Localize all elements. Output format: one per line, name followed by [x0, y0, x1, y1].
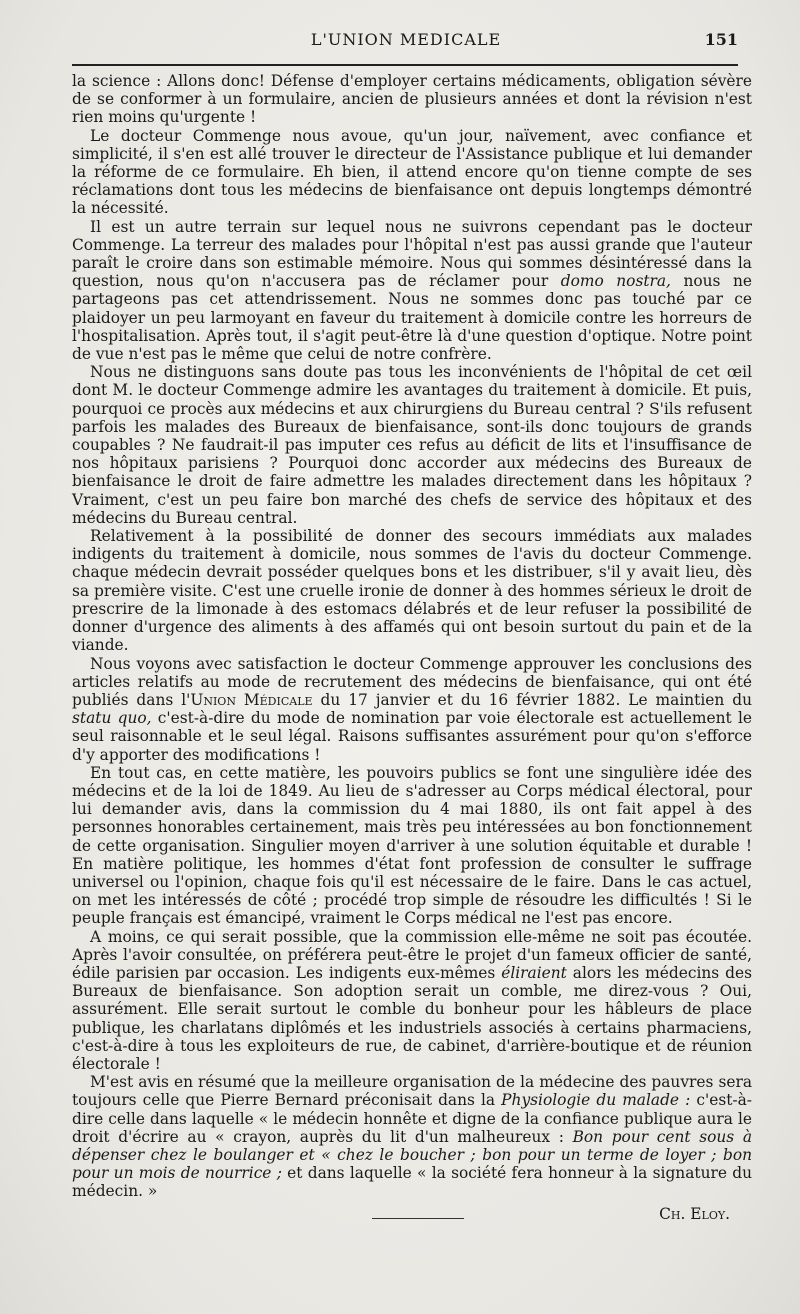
paragraph-text: Le docteur Commenge nous avoue, qu'un jour, naïvement, avec confiance et simplicité, il s'en est allé trouver le directeur de l'Assistance publique et lui demander la réforme de ce formulaire. Eh bien, il attend encore qu'on tienne compte de ses réclamations dont tous les médecins de bienfaisance ont depuis longtemps démontré la nécessité. [72, 126, 752, 218]
running-title: L'UNION MEDICALE [310, 30, 502, 49]
paragraph-text: la science : Allons donc! Défense d'employer certains médicaments, obligation sévère de se conformer à un formulaire, ancien de plusieurs années et dont la révision n'est rien moins qu'urgente ! [72, 72, 752, 127]
paragraph [72, 218, 752, 364]
paragraph-text: Nous ne distinguons sans doute pas tous les inconvénients de l'hôpital de cet œil dont M. le docteur Commenge admire les avantages du traitement à domicile. Et puis, pourquoi ce procès aux médecins et aux chirurgiens du Bureau central ? S'ils refusent parfois les malades des Bureaux de bienfaisance, sont-ils donc toujours de grands coupables ? Ne faudrait-il pas imputer ces refus au déficit de lits et l'insuffisance de nos hôpitaux parisiens ? Pourquoi donc accorder aux médecins des Bureaux de bienfaisance le droit de faire admettre les malades directement dans les hôpitaux ? Vraiment, c'est un peu faire bon marché des chefs de service des hôpitaux et des médecins du Bureau central. [72, 363, 752, 527]
paragraph [72, 527, 752, 654]
page-number: 151 [704, 30, 738, 49]
paragraph-text: A moins, ce qui serait possible, que la commission elle-même ne soit pas écoutée. Après l'avoir consultée, on préférera peut-être le projet d'un fameux officier de santé, édile parisien par occasion. Les indigents eux-mêmes [72, 927, 752, 982]
journal-name: Union Médicale [190, 690, 313, 709]
paragraph-text: M'est avis en résumé que la meilleure organisation de la médecine des pauvres sera toujours celle que Pierre Bernard préconisait dans la [72, 1073, 752, 1110]
page-header [72, 30, 740, 54]
article-body [72, 72, 752, 1223]
paragraph-text: Il est un autre terrain sur lequel nous ne suivrons cependant pas le docteur Commenge. La terreur des malades pour l'hôpital n'est pas aussi grande que l'auteur paraît le croire dans son estimable mémoire. Nous qui sommes désintéressé dans la question, nous qu'on n'accusera pas de réclamer pour [72, 217, 752, 291]
paragraph-text: alors les médecins des Bureaux de bienfaisance. Son adoption serait un comble, me direz-vous ? Oui, assurément. Elle serait surtout le comble du bonheur pour les hâbleurs de place publique, les charlatans diplômés et les industriels associés à certains pharmaciens, c'est-à-dire à tous les exploiteurs de rue, de cabinet, d'arrière-boutique et de réunion électorale ! [72, 963, 752, 1073]
italic-phrase: statu quo, [72, 709, 152, 728]
paragraph-text: c'est-à-dire du mode de nomination par voie électorale est actuellement le seul raisonnable et le seul légal. Raisons suffisantes assurément pour qu'on s'efforce d'y apporter des modifications ! [72, 709, 752, 764]
paragraph [72, 764, 752, 928]
italic-phrase: éliraient [501, 963, 567, 982]
paragraph-text: du 17 janvier et du 16 février 1882. Le maintien du [312, 690, 752, 709]
paragraph [72, 1073, 752, 1200]
paragraph-text: En tout cas, en cette matière, les pouvoirs publics se font une singulière idée des médecins et de la loi de 1849. Au lieu de s'adresser au Corps médical électoral, pour lui demander avis, dans la commission du 4 mai 1880, ils ont fait appel à des personnes honorables certainement, mais très peu intéressées au bon fonctionnement de cette organisation. Singulier moyen d'arriver à une solution équitable et durable ! En matière politique, les hommes d'état font profession de consulter le suffrage universel ou l'opinion, chaque fois qu'il est nécessaire de le faire. Dans le cas actuel, on met les intéressés de côté ; procédé trop simple de résoudre les difficultés ! Si le peuple français est émancipé, vraiment le Corps médical ne l'est pas encore. [72, 763, 752, 928]
paragraph-text: et dans laquelle « la société fera honneur à la signature du médecin. » [72, 1164, 752, 1201]
italic-phrase: domo nostra, [560, 272, 671, 291]
paragraph [72, 72, 752, 127]
paragraph-text: Nous voyons avec satisfaction le docteur Commenge approuver les conclusions des articles relatifs au mode de recrutement des médecins de bienfaisance, qui ont été publiés dans l' [72, 654, 752, 709]
paragraph-text: Relativement à la possibilité de donner des secours immédiats aux malades indigents du traitement à domicile, nous sommes de l'avis du docteur Commenge. chaque médecin devrait posséder quelques bons et les distribuer, s'il y avait lieu, dès sa première visite. C'est une cruelle ironie de donner à des hommes sérieux le droit de prescrire de la limonade à des estomacs délabrés et de leur refuser la possibilité de donner d'urgence des aliments à des affamés qui ont besoin surtout du pain et de la viande. [72, 527, 752, 655]
italic-quote: Bon pour cent sous à dépenser chez le boulanger et « chez le boucher ; bon pour un terme de loyer ; bon pour un mois de nourrice ; [72, 1127, 753, 1183]
paragraph-text: nous ne partageons pas cet attendrissement. Nous ne sommes donc pas touché par ce plaidoyer un peu larmoyant en faveur du traitement à domicile contre les horreurs de l'hospitalisation. Après tout, il s'agit peut-être là d'une question d'optique. Notre point de vue n'est pas le même que celui de notre confrère. [72, 272, 752, 364]
paragraph [72, 655, 752, 764]
italic-phrase: Physiologie du malade : [501, 1091, 691, 1110]
header-rule [72, 64, 738, 66]
paragraph [72, 127, 752, 218]
paragraph [72, 363, 752, 527]
author-signature: Ch. Eloy. [659, 1204, 730, 1223]
paragraph-text: c'est-à-dire celle dans laquelle « le médecin honnête et digne de la confiance publique aura le droit d'écrire au « crayon, auprès du lit d'un malheureux : [72, 1091, 753, 1146]
footnote-rule [372, 1218, 464, 1219]
paragraph [72, 928, 752, 1074]
